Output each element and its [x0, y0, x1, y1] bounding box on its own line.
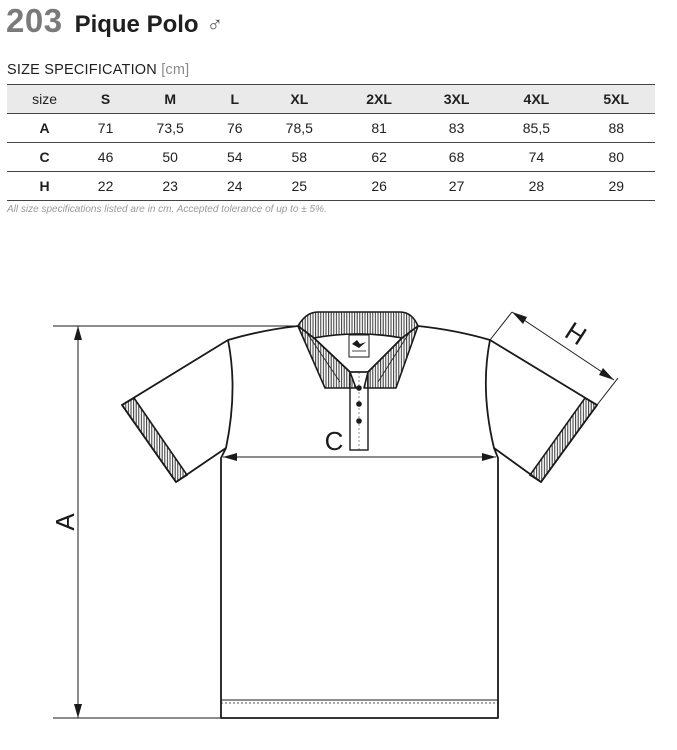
table-cell: 78,5 — [258, 114, 340, 143]
table-cell: 88 — [577, 114, 655, 143]
header-cell: L — [211, 85, 258, 114]
table-cell: 27 — [418, 172, 495, 201]
table-cell: 58 — [258, 143, 340, 172]
product-code: 203 — [6, 2, 63, 39]
table-cell: 28 — [495, 172, 577, 201]
table-cell: 25 — [258, 172, 340, 201]
row-label: C — [7, 143, 82, 172]
header-cell: size — [7, 85, 82, 114]
header-cell: XL — [258, 85, 340, 114]
dimension-a — [53, 326, 298, 718]
table-cell: 68 — [418, 143, 495, 172]
table-cell: 85,5 — [495, 114, 577, 143]
neck-label — [349, 335, 369, 357]
table-cell: 54 — [211, 143, 258, 172]
table-cell: 50 — [129, 143, 211, 172]
tolerance-note: All size specifications listed are in cm. Accepted tolerance of up to ± 5%. — [7, 204, 327, 215]
header-cell: 3XL — [418, 85, 495, 114]
male-symbol-icon: ♂ — [206, 12, 224, 37]
table-cell: 29 — [577, 172, 655, 201]
header-cell: 5XL — [577, 85, 655, 114]
dimension-c — [223, 453, 496, 461]
dimension-h — [490, 312, 618, 405]
button-dot — [356, 385, 362, 391]
header-cell: 2XL — [340, 85, 417, 114]
table-cell: 74 — [495, 143, 577, 172]
table-cell: 24 — [211, 172, 258, 201]
button-dot — [356, 418, 362, 424]
size-spec-title-text: SIZE SPECIFICATION — [7, 62, 157, 78]
header-cell: S — [82, 85, 129, 114]
shirt-outline — [122, 326, 597, 718]
table-cell: 76 — [211, 114, 258, 143]
table-cell: 73,5 — [129, 114, 211, 143]
row-label: A — [7, 114, 82, 143]
header-cell: 4XL — [495, 85, 577, 114]
left-sleeve-cuff — [122, 398, 187, 482]
table-cell: 71 — [82, 114, 129, 143]
table-cell: 26 — [340, 172, 417, 201]
table-cell: 83 — [418, 114, 495, 143]
table-cell: 62 — [340, 143, 417, 172]
right-sleeve-cuff — [530, 398, 597, 482]
size-spec-unit: [cm] — [161, 62, 190, 78]
table-cell: 80 — [577, 143, 655, 172]
table-cell: 46 — [82, 143, 129, 172]
table-cell: 22 — [82, 172, 129, 201]
dimension-h-label: H — [559, 315, 592, 352]
row-label: H — [7, 172, 82, 201]
button-dot — [356, 401, 362, 407]
product-name: Pique Polo — [74, 11, 199, 38]
table-cell: 23 — [129, 172, 211, 201]
table-cell: 81 — [340, 114, 417, 143]
dimension-c-label: C — [324, 426, 344, 456]
header-cell: M — [129, 85, 211, 114]
dimension-a-label: A — [50, 513, 80, 531]
